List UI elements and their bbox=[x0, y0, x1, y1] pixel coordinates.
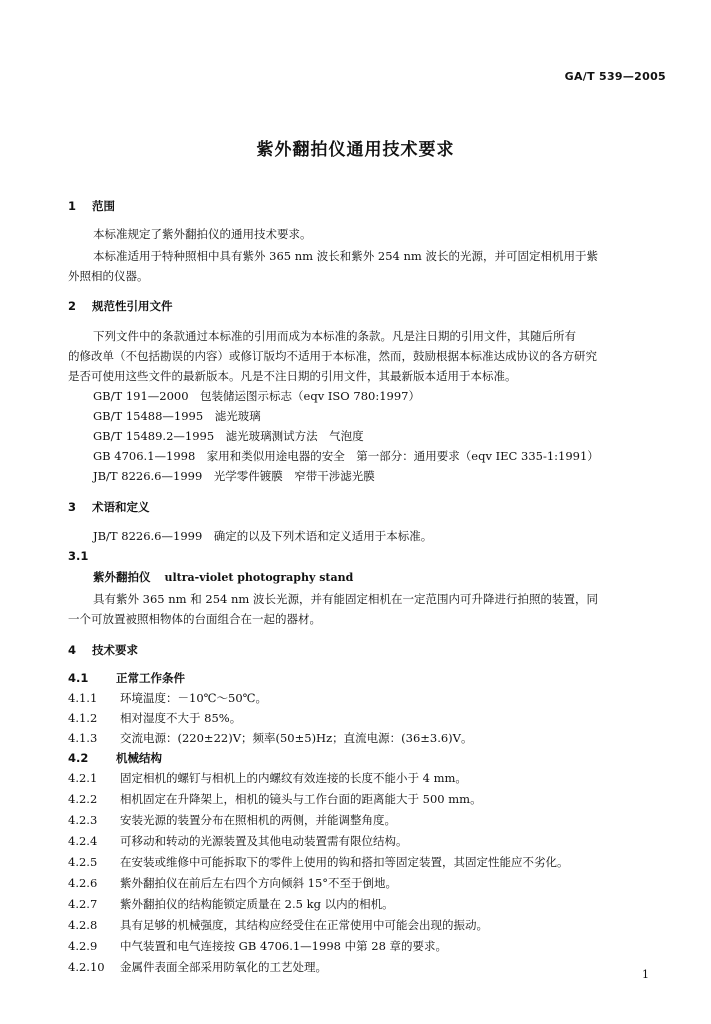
paragraph-line: 本标准适用于特种照相中具有紫外 365 nm 波长和紫外 254 nm 波长的光源，并可固定相机用于紫 bbox=[93, 249, 598, 263]
term-entry bbox=[93, 567, 353, 588]
clause-text: 可移动和转动的光源装置及其他电动装置需有限位结构。 bbox=[120, 834, 408, 848]
section-number: 1 bbox=[68, 199, 77, 213]
clause-text: 安装光源的装置分布在照相机的两侧，并能调整角度。 bbox=[120, 813, 396, 827]
term-number: 3.1 bbox=[68, 549, 89, 563]
paragraph-line: 的修改单（不包括勘误的内容）或修订版均不适用于本标准，然而，鼓励根据本标准达成协议的各方研究 bbox=[68, 349, 597, 363]
section-title: 术语和定义 bbox=[92, 500, 150, 514]
clause-item bbox=[68, 728, 472, 748]
term-chinese: 紫外翻拍仪 bbox=[93, 570, 151, 584]
clause-number: 4.1.3 bbox=[68, 731, 98, 745]
clause-number: 4.2.5 bbox=[68, 855, 98, 869]
clause-item bbox=[68, 789, 482, 809]
section-title: 技术要求 bbox=[92, 643, 138, 657]
reference-item: GB 4706.1—1998 家用和类似用途电器的安全 第一部分：通用要求（eqv IEC 335-1:1991） bbox=[93, 449, 599, 463]
page-title: 紫外翻拍仪通用技术要求 bbox=[256, 140, 455, 160]
section-number: 3 bbox=[68, 500, 77, 514]
clause-number: 4.2.8 bbox=[68, 918, 98, 932]
clause-text: 环境温度：－10℃～50℃。 bbox=[120, 691, 267, 705]
clause-text: 具有足够的机械强度，其结构应经受住在正常使用中可能会出现的振动。 bbox=[120, 918, 488, 932]
subsection-number: 4.1 bbox=[68, 671, 89, 685]
clause-number: 4.2.4 bbox=[68, 834, 98, 848]
clause-number: 4.2.6 bbox=[68, 876, 98, 890]
clause-item bbox=[68, 915, 488, 935]
clause-number: 4.2.3 bbox=[68, 813, 98, 827]
clause-item bbox=[68, 688, 267, 708]
clause-number: 4.2.2 bbox=[68, 792, 98, 806]
paragraph-line: 本标准规定了紫外翻拍仪的通用技术要求。 bbox=[93, 227, 312, 241]
section-1-heading bbox=[68, 196, 115, 216]
clause-text: 金属件表面全部采用防氧化的工艺处理。 bbox=[120, 960, 327, 974]
clause-item bbox=[68, 894, 394, 914]
subsection-title: 机械结构 bbox=[116, 751, 162, 765]
clause-number: 4.2.9 bbox=[68, 939, 98, 953]
clause-item bbox=[68, 831, 408, 851]
clause-text: 相机固定在升降架上，相机的镜头与工作台面的距离能大于 500 mm。 bbox=[120, 792, 482, 806]
clause-text: 交流电源：(220±22)V；频率(50±5)Hz；直流电源：(36±3.6)V。 bbox=[120, 731, 473, 745]
section-number: 2 bbox=[68, 299, 77, 313]
section-2-heading bbox=[68, 296, 173, 316]
clause-number: 4.1.1 bbox=[68, 691, 98, 705]
reference-item: GB/T 191—2000 包装储运图示标志（eqv ISO 780:1997） bbox=[93, 389, 420, 403]
standard-code: GA/T 539—2005 bbox=[564, 70, 666, 83]
subsection-title: 正常工作条件 bbox=[116, 671, 185, 685]
section-4-heading bbox=[68, 640, 138, 660]
section-title: 规范性引用文件 bbox=[92, 299, 173, 313]
reference-item: GB/T 15489.2—1995 滤光玻璃测试方法 气泡度 bbox=[93, 429, 364, 443]
clause-item bbox=[68, 708, 241, 728]
section-number: 4 bbox=[68, 643, 77, 657]
clause-number: 4.2.7 bbox=[68, 897, 98, 911]
clause-text: 在安装或维修中可能拆取下的零件上使用的钩和搭扣等固定装置，其固定性能应不劣化。 bbox=[120, 855, 569, 869]
clause-item bbox=[68, 873, 397, 893]
clause-number: 4.2.1 bbox=[68, 771, 98, 785]
paragraph-line: JB/T 8226.6—1999 确定的以及下列术语和定义适用于本标准。 bbox=[93, 529, 433, 543]
page-number: 1 bbox=[642, 968, 649, 981]
clause-text: 相对湿度不大于 85%。 bbox=[120, 711, 242, 725]
clause-item bbox=[68, 936, 447, 956]
term-english: ultra-violet photography stand bbox=[164, 571, 354, 584]
subsection-number: 4.2 bbox=[68, 751, 89, 765]
subsection-4-2-heading bbox=[68, 748, 162, 768]
clause-item bbox=[68, 768, 467, 788]
section-title: 范围 bbox=[92, 199, 115, 213]
paragraph-line: 具有紫外 365 nm 和 254 nm 波长光源，并有能固定相机在一定范围内可升降进行拍照的装置，同 bbox=[93, 592, 598, 606]
clause-number: 4.2.10 bbox=[68, 960, 105, 974]
clause-text: 固定相机的螺钉与相机上的内螺纹有效连接的长度不能小于 4 mm。 bbox=[120, 771, 467, 785]
paragraph-line: 是否可使用这些文件的最新版本。凡是不注日期的引用文件，其最新版本适用于本标准。 bbox=[68, 369, 517, 383]
reference-item: JB/T 8226.6—1999 光学零件镀膜 窄带干涉滤光膜 bbox=[93, 469, 375, 483]
paragraph-line: 一个可放置被照相物体的台面组合在一起的器材。 bbox=[68, 612, 321, 626]
paragraph-line: 下列文件中的条款通过本标准的引用而成为本标准的条款。凡是注日期的引用文件，其随后所有 bbox=[93, 329, 576, 343]
paragraph-line: 外照相的仪器。 bbox=[68, 269, 149, 283]
reference-item: GB/T 15488—1995 滤光玻璃 bbox=[93, 409, 261, 423]
clause-text: 中气装置和电气连接按 GB 4706.1—1998 中第 28 章的要求。 bbox=[120, 939, 448, 953]
clause-item bbox=[68, 957, 327, 977]
clause-item bbox=[68, 810, 396, 830]
section-3-heading bbox=[68, 497, 150, 517]
clause-text: 紫外翻拍仪在前后左右四个方向倾斜 15°不至于倒地。 bbox=[120, 876, 398, 890]
clause-number: 4.1.2 bbox=[68, 711, 98, 725]
clause-text: 紫外翻拍仪的结构能锁定质量在 2.5 kg 以内的相机。 bbox=[120, 897, 394, 911]
subsection-4-1-heading bbox=[68, 668, 185, 688]
clause-item bbox=[68, 852, 569, 872]
